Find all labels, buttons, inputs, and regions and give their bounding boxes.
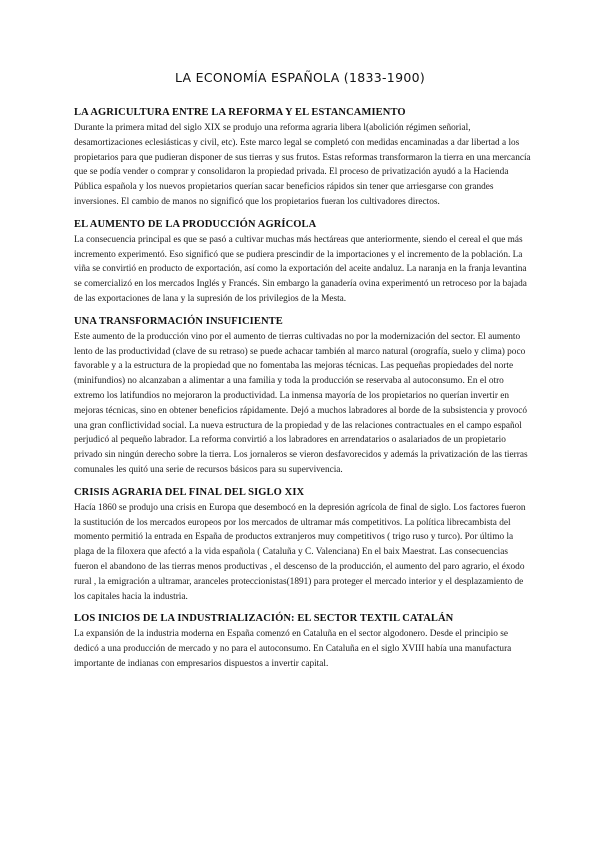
section-crisis-agraria bbox=[74, 486, 532, 605]
section-transformacion bbox=[74, 315, 532, 478]
section-body: Durante la primera mitad del siglo XIX se produjo una reforma agraria libera l(abolición régimen señorial, desamortizaciones eclesiásticas y civil, etc). Este marco legal se completó con medidas encaminadas a dar libertad a los propietarios para que pudieran disponer de sus tierras y sus frutos. Estas reformas transformaron la tierra en una mercancía que se podía vender o comprar y consolidaron la propiedad privada. El proceso de privatización ayudó a la Hacienda Pública española y los nuevos propietarios querían sacar beneficios rápidos sin tener que arriesgarse con grandes inversiones. El cambio de manos no significó que los propietarios fueran los cultivadores directos. bbox=[74, 123, 531, 207]
section-heading: LOS INICIOS DE LA INDUSTRIALIZACIÓN: EL SECTOR TEXTIL CATALÁN bbox=[74, 613, 454, 625]
section-heading: CRISIS AGRARIA DEL FINAL DEL SIGLO XIX bbox=[74, 486, 305, 498]
section-body: La expansión de la industria moderna en España comenzó en Cataluña en el sector algodonero. Desde el principio se dedicó a una producción de mercado y no para el autoconsumo. En Cataluña en el siglo XVIII había una manufactura importante de indianas con empresarios dispuestos a invertir capital. bbox=[74, 629, 512, 669]
section-agricultura bbox=[74, 106, 532, 210]
section-body: La consecuencia principal es que se pasó a cultivar muchas más hectáreas que anteriormente, siendo el cereal el que más incremento experimentó. Eso significó que se pudiera prescindir de la importaciones y el incremento de la población. La viña se convirtió en producto de exportación, así como la exportación del aceite andaluz. La naranja en la franja levantina se comercializó en los mercados Inglés y Francés. Sin embargo la ganadería ovina experimentó un retroceso por la bajada de las exportaciones de lana y la supresión de los privilegios de la Mesta. bbox=[74, 234, 527, 304]
document-content bbox=[74, 106, 532, 680]
section-industrializacion bbox=[74, 612, 532, 671]
section-heading: LA AGRICULTURA ENTRE LA REFORMA Y EL ESTANCAMIENTO bbox=[74, 107, 406, 118]
section-body: Este aumento de la producción vino por el aumento de tierras cultivadas no por la modernización del sector. El aumento lento de las productividad (clave de su retraso) se puede achacar también al marco natural (orografía, suelo y clima) poco favorable y a la estructura de la propiedad que no fomentaba las mejoras técnicas. Las pequeñas propiedades del norte (minifundios) no alcanzaban a alimentar a una familia y toda la producción se reservaba al autoconsumo. En el otro extremo los latifundios no mejoraron la productividad. La inmensa mayoría de los propietarios no querían invertir en mejoras técnicas, sino en obtener beneficios rápidamente. Dejó a muchos labradores al borde de la subsistencia y provocó una gran conflictividad social. La nueva estructura de la propiedad y de las relaciones contractuales en el campo español perjudicó al pequeño labrador. La reforma convirtió a los labradores en arrendatarios o asalariados de un propietario privado sin ningún derecho sobre la tierra. Los jornaleros se vieron desfavorecidos y además la privatización de las tierras comunales les quitó una serie de recursos básicos para su supervivencia. bbox=[74, 331, 528, 475]
document-title: LA ECONOMÍA ESPAÑOLA (1833-1900) bbox=[175, 70, 425, 85]
section-heading: EL AUMENTO DE LA PRODUCCIÓN AGRÍCOLA bbox=[74, 218, 317, 230]
section-body: Hacía 1860 se produjo una crisis en Europa que desembocó en la depresión agrícola de final de siglo. Los factores fueron la sustitución de los mercados europeos por los mercados de ultramar más competitivos. La política librecambista del momento permitió la entrada en España de productos extranjeros muy competitivos ( trigo ruso y turco). Por último la plaga de la filoxera que afectó a la vida española ( Cataluña y C. Valenciana) En el baix Maestrat. Las consecuencias fueron el abandono de las tierras menos productivas , el descenso de la producción, el aumento del paro agrario, el éxodo rural , la emigración a ultramar, aranceles proteccionistas(1891) para proteger el mercado interior y el desplazamiento de los capitales hacia la industria. bbox=[74, 502, 526, 602]
section-aumento-produccion bbox=[74, 218, 532, 307]
section-heading: UNA TRANSFORMACIÓN INSUFICIENTE bbox=[74, 315, 283, 327]
